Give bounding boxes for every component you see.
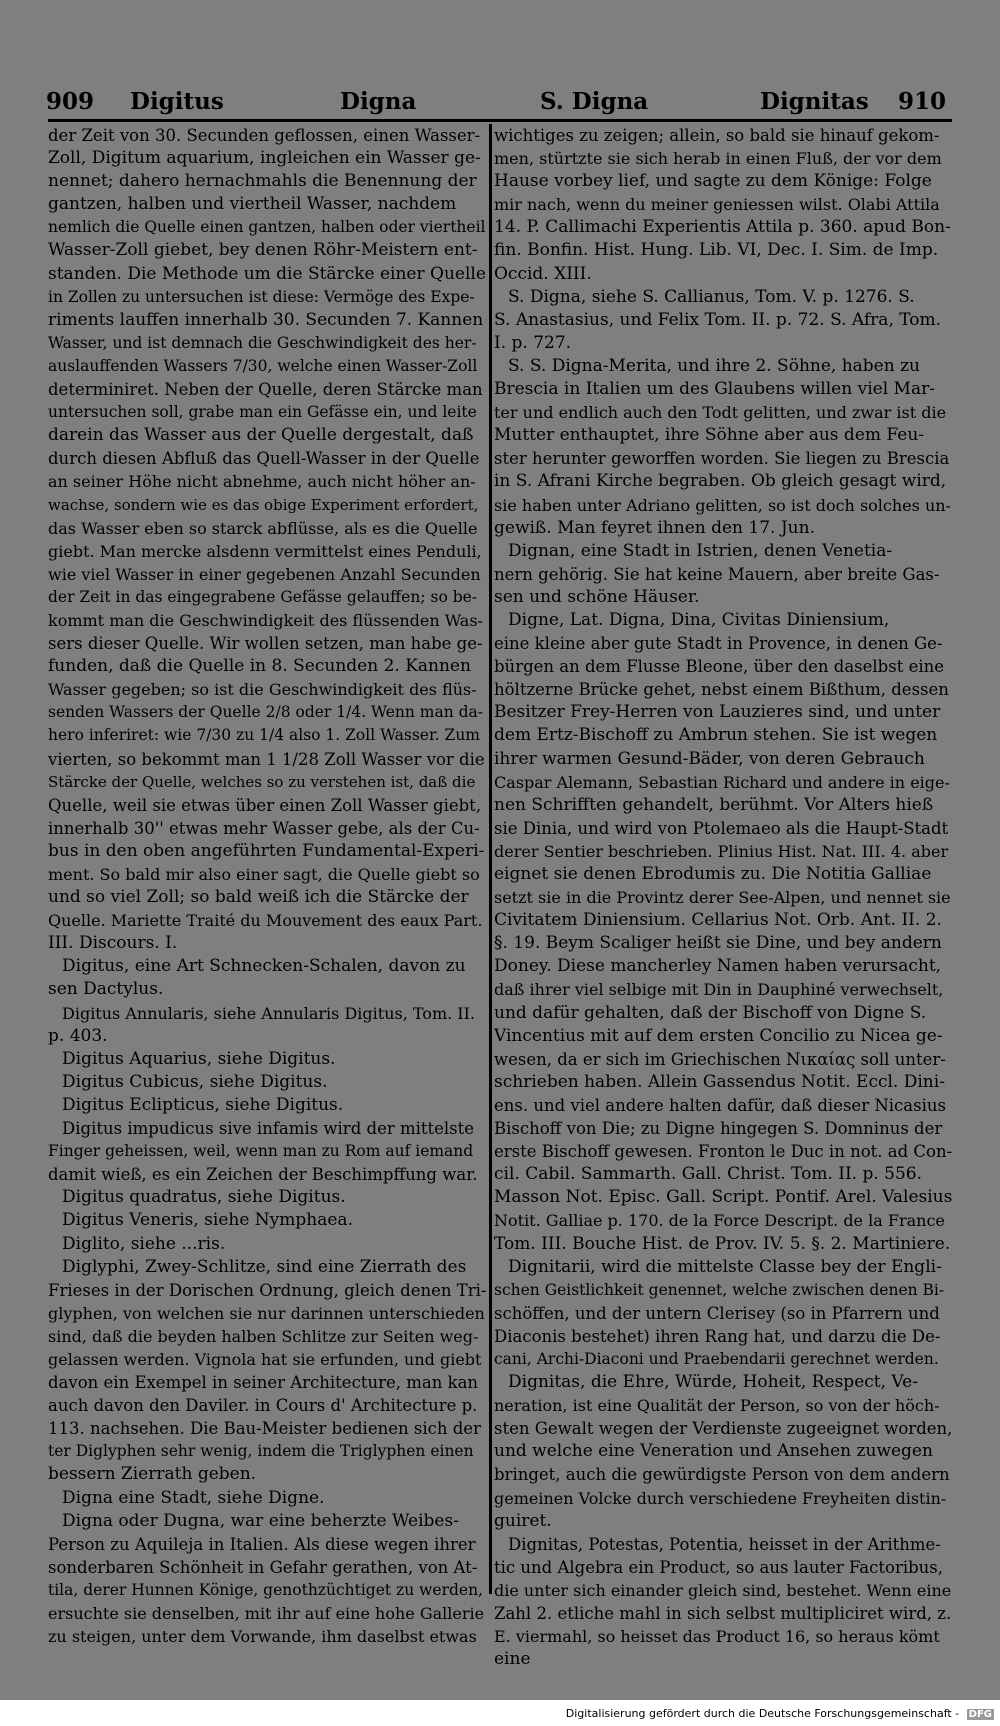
- text-line: sers dieser Quelle. Wir wollen setzen, man habe ge-: [48, 634, 483, 654]
- text-line: nen Schrifften gehandelt, berühmt. Vor Alters hieß: [494, 794, 934, 815]
- text-line: Hause vorbey lief, und sagte zu dem Könige: Folge: [494, 171, 932, 192]
- text-line: wesen, da er sich im Griechischen Νικαίας soll unter-: [494, 1049, 946, 1069]
- text-line: Diaconis bestehet) ihren Rang hat, und darzu die De-: [494, 1326, 941, 1346]
- text-line: sind, daß die beyden halben Schlitze zur Seiten weg-: [48, 1326, 479, 1346]
- text-line: S. Digna, siehe S. Callianus, Tom. V. p. 1276. S.: [508, 286, 915, 307]
- text-line: gelassen werden. Vignola hat sie erfunden, und giebt: [48, 1349, 482, 1369]
- text-line: riments lauffen innerhalb 30. Secunden 7. Kannen: [48, 309, 484, 330]
- text-line: men, stürtzte sie sich herab in einen Fluß, der vor dem: [494, 149, 942, 169]
- text-line: guiret.: [494, 1510, 552, 1531]
- text-line: Caspar Alemann, Sebastian Richard und andere in eige-: [494, 772, 950, 792]
- text-line: ersuchte sie denselben, mit ihr auf eine hohe Gallerie: [48, 1604, 485, 1623]
- text-line: Digitus Aquarius, siehe Digitus.: [62, 1048, 336, 1069]
- text-line: in S. Afrani Kirche begraben. Ob gleich gesagt wird,: [494, 471, 947, 492]
- text-line: derer Sentier beschrieben. Plinius Hist. Nat. III. 4. aber: [494, 841, 949, 861]
- text-line: Wasser, und ist demnach die Geschwindigkeit des her-: [48, 333, 477, 352]
- text-line: wachse, sondern wie es das obige Experiment erfordert,: [48, 495, 479, 514]
- text-line: bus in den oben angeführten Fundamental-Experi-: [48, 840, 485, 861]
- text-line: I. p. 727.: [494, 332, 572, 353]
- right-column: [494, 124, 952, 1671]
- text-line: und so viel Zoll; so bald weiß ich die Stärcke der: [48, 887, 469, 908]
- text-line: cani, Archi-Diaconi und Praebendarii gerechnet werden.: [494, 1349, 939, 1368]
- text-line: S. Anastasius, und Felix Tom. II. p. 72. S. Afra, Tom.: [494, 309, 942, 330]
- text-line: Frieses in der Dorischen Ordnung, gleich denen Tri-: [48, 1280, 486, 1300]
- text-line: Bischoff von Die; zu Digne hingegen S. Domninus der: [494, 1119, 943, 1139]
- text-line: wichtiges zu zeigen; allein, so bald sie hinauf gekom-: [494, 126, 940, 145]
- text-line: tic und Algebra ein Product, so aus lauter Factoribus,: [494, 1557, 944, 1577]
- text-line: bürgen an dem Flusse Bleone, über den daselbst eine: [494, 657, 945, 677]
- text-line: Dignan, eine Stadt in Istrien, denen Venetia-: [508, 540, 893, 561]
- text-line: Digitus quadratus, siehe Digitus.: [62, 1187, 346, 1208]
- text-line: ter Diglyphen sehr wenig, indem die Triglyphen einen: [48, 1442, 474, 1461]
- dfg-logo: DFG: [968, 1709, 992, 1720]
- text-line: ter und endlich auch den Todt gelitten, und zwar ist die: [494, 403, 947, 423]
- page-header: [40, 88, 958, 118]
- text-line: Occid. XIII.: [494, 263, 592, 284]
- text-line: in Zollen zu untersuchen ist diese: Vermöge des Expe-: [48, 287, 475, 306]
- text-line: Dignitarii, wird die mittelste Classe bey der Engli-: [508, 1256, 942, 1277]
- text-line: Person zu Aquileja in Italien. Als diese wegen ihrer: [48, 1534, 476, 1554]
- text-line: und welche eine Veneration und Ansehen zuwegen: [494, 1441, 933, 1462]
- text-line: Doney. Diese mancherley Namen haben verursacht,: [494, 956, 942, 977]
- text-line: Vincentius mit auf dem ersten Concilio zu Nicea ge-: [494, 1025, 943, 1046]
- text-line: Diglyphi, Zwey-Schlitze, sind eine Zierrath des: [62, 1256, 467, 1277]
- text-line: tila, derer Hunnen Könige, genothzüchtiget zu werden,: [48, 1580, 483, 1599]
- text-line: Dignitas, Potestas, Potentia, heisset in der Arithme-: [508, 1534, 941, 1554]
- text-line: funden, daß die Quelle in 8. Secunden 2. Kannen: [48, 656, 471, 677]
- text-line: Digitus Annularis, siehe Annularis Digitus, Tom. II.: [62, 1003, 476, 1023]
- text-line: das Wasser eben so starck abflüsse, als es die Quelle: [48, 518, 478, 538]
- text-line: Finger geheissen, weil, wenn man zu Rom auf iemand: [48, 1142, 474, 1161]
- text-line: Digna eine Stadt, siehe Digne.: [62, 1487, 325, 1508]
- text-line: die unter sich einander gleich sind, bestehet. Wenn eine: [494, 1580, 952, 1600]
- text-line: sen Dactylus.: [48, 979, 164, 1000]
- text-line: ens. und viel andere halten dafür, daß dieser Nicasius: [494, 1095, 946, 1115]
- header-rule: [48, 119, 952, 122]
- text-line: sie Dinia, und wird von Ptolemaeo als die Haupt-Stadt: [494, 818, 949, 838]
- text-line: Digitus impudicus sive infamis wird der mittelste: [62, 1119, 475, 1139]
- text-line: ihrer warmen Gesund-Bäder, von deren Gebrauch: [494, 748, 925, 769]
- text-line: Civitatem Diniensium. Cellarius Not. Orb. Ant. II. 2.: [494, 910, 942, 931]
- text-line: hero inferiret: wie 7/30 zu 1/4 also 1. Zoll Wasser. Zum: [48, 726, 480, 745]
- text-line: S. S. Digna-Merita, und ihre 2. Söhne, haben zu: [508, 355, 920, 376]
- text-line: nennet; dahero hernachmahls die Benennung der: [48, 171, 477, 192]
- footer: [566, 1707, 994, 1720]
- text-line: wie viel Wasser in einer gegebenen Anzahl Secunden: [48, 564, 481, 584]
- text-line: Dignitas, die Ehre, Würde, Hoheit, Respect, Ve-: [508, 1372, 918, 1393]
- text-line: fin. Bonfin. Hist. Hung. Lib. VI, Dec. I. Sim. de Imp.: [494, 240, 939, 261]
- text-line: innerhalb 30'' etwas mehr Wasser gebe, als der Cu-: [48, 818, 480, 838]
- text-line: erste Bischoff gewesen. Fronton le Duc in not. ad Con-: [494, 1142, 952, 1162]
- text-line: Digitus Veneris, siehe Nymphaea.: [62, 1210, 353, 1231]
- text-line: §. 19. Beym Scaliger heißt sie Dine, und bey andern: [494, 933, 942, 954]
- text-line: nern gehörig. Sie hat keine Mauern, aber breite Gas-: [494, 564, 940, 584]
- text-line: davon ein Exempel in seiner Architecture, man kan: [48, 1373, 479, 1393]
- text-line: ster herunter geworffen worden. Sie liegen zu Brescia: [494, 449, 950, 469]
- right-page-number: 910: [898, 88, 947, 115]
- text-line: sonderbaren Schönheit in Gefahr gerathen, von At-: [48, 1557, 478, 1577]
- text-line: Zoll, Digitum aquarium, ingleichen ein Wasser ge-: [48, 148, 481, 169]
- text-line: daß ihrer viel selbige mit Din in Dauphiné verwechselt,: [494, 980, 944, 1000]
- text-line: senden Wassers der Quelle 2/8 oder 1/4. Wenn man da-: [48, 703, 484, 722]
- text-line: gantzen, halben und viertheil Wasser, nachdem: [48, 194, 457, 215]
- text-line: Wasser-Zoll giebet, bey denen Röhr-Meistern ent-: [48, 240, 478, 261]
- right-catchword-dignitas: Dignitas: [760, 88, 869, 115]
- text-line: ment. So bald mir also einer sagt, die Quelle giebt so: [48, 865, 480, 884]
- text-line: mir nach, wenn du meiner geniessen wilst. Olabi Attila: [494, 195, 940, 215]
- text-line: E. viermahl, so heisset das Product 16, so heraus kömt: [494, 1627, 940, 1647]
- text-line: bessern Zierrath geben.: [48, 1464, 257, 1485]
- text-line: nemlich die Quelle einen gantzen, halben oder viertheil: [48, 218, 486, 237]
- text-line: schen Geistlichkeit genennet, welche zwischen denen Bi-: [494, 1280, 945, 1299]
- text-line: dem Ertz-Bischoff zu Ambrun stehen. Sie ist wegen: [494, 725, 938, 746]
- text-line: Notit. Galliae p. 170. de la Force Descript. de la France: [494, 1211, 945, 1231]
- right-catchword-s-digna: S. Digna: [540, 88, 649, 115]
- text-line: Tom. III. Bouche Hist. de Prov. IV. 5. §. 2. Martiniere.: [494, 1233, 951, 1254]
- text-line: zu steigen, unter dem Vorwande, ihm daselbst etwas: [48, 1627, 477, 1647]
- text-line: höltzerne Brücke gehet, nebst einem Bißthum, dessen: [494, 680, 949, 700]
- left-catchword-digna: Digna: [340, 88, 417, 115]
- text-line: Wasser gegeben; so ist die Geschwindigkeit des flüs-: [48, 680, 477, 700]
- column-divider: [489, 124, 492, 1594]
- text-line: auslauffenden Wassers 7/30, welche einen Wasser-Zoll: [48, 356, 478, 375]
- text-line: p. 403.: [48, 1025, 108, 1046]
- text-line: damit wieß, es ein Zeichen der Beschimpffung war.: [48, 1165, 478, 1185]
- footer-text: Digitalisierung gefördert durch die Deutsche Forschungsgemeinschaft -: [565, 1707, 960, 1720]
- text-line: Quelle. Mariette Traité du Mouvement des eaux Part.: [48, 911, 483, 931]
- text-line: Digne, Lat. Digna, Dina, Civitas Diniensium,: [508, 609, 890, 630]
- text-line: untersuchen soll, grabe man ein Gefässe ein, und leite: [48, 403, 477, 422]
- text-line: darein das Wasser aus der Quelle dergestalt, daß: [48, 425, 474, 446]
- text-line: Digitus Cubicus, siehe Digitus.: [62, 1071, 328, 1092]
- text-line: Digitus Eclipticus, siehe Digitus.: [62, 1094, 344, 1115]
- text-line: schrieben haben. Allein Gassendus Notit. Eccl. Dini-: [494, 1071, 945, 1092]
- text-line: sten Gewalt wegen der Verdienste zugeeignet worden,: [494, 1419, 952, 1439]
- text-line: sie haben unter Adriano gelitten, so ist doch solches un-: [494, 495, 951, 515]
- text-line: glyphen, von welchen sie nur darinnen unterschieden: [48, 1303, 485, 1323]
- text-line: eignet sie denen Ebrodumis zu. Die Notitia Galliae: [494, 864, 932, 884]
- text-line: standen. Die Methode um die Stärcke einer Quelle: [48, 263, 486, 284]
- text-line: Digna oder Dugna, war eine beherzte Weibes-: [62, 1510, 459, 1531]
- text-line: der Zeit von 30. Secunden geflossen, einen Wasser-: [48, 126, 481, 145]
- text-line: Masson Not. Episc. Gall. Script. Pontif. Arel. Valesius: [494, 1187, 952, 1208]
- text-line: der Zeit in das eingegrabene Gefässe gelauffen; so be-: [48, 587, 478, 606]
- text-line: auch davon den Daviler. in Cours d' Architecture p.: [48, 1396, 478, 1416]
- text-line: 14. P. Callimachi Experientis Attila p. 360. apud Bon-: [494, 217, 951, 238]
- left-page-number: 909: [46, 88, 95, 115]
- text-line: sen und schöne Häuser.: [494, 586, 700, 607]
- text-line: vierten, so bekommt man 1 1/28 Zoll Wasser vor die: [48, 749, 485, 769]
- text-line: durch diesen Abfluß das Quell-Wasser in der Quelle: [48, 449, 480, 469]
- text-line: Mutter enthauptet, ihre Söhne aber aus dem Feu-: [494, 425, 925, 446]
- text-line: giebt. Man mercke alsdenn vermittelst eines Penduli,: [48, 541, 482, 561]
- text-line: Digitus, eine Art Schnecken-Schalen, davon zu: [62, 956, 466, 977]
- left-catchword-digitus: Digitus: [130, 88, 224, 115]
- left-column: [48, 124, 486, 1648]
- text-line: setzt sie in die Provintz derer See-Alpen, und nennet sie: [494, 888, 951, 908]
- text-line: 113. nachsehen. Die Bau-Meister bedienen sich der: [48, 1419, 481, 1439]
- text-line: determiniret. Neben der Quelle, deren Stärcke man: [48, 380, 483, 400]
- text-line: Diglito, siehe ...ris.: [62, 1233, 226, 1254]
- text-line: schöffen, und der untern Clerisey (so in Pfarrern und: [494, 1303, 940, 1323]
- text-line: Stärcke der Quelle, welches so zu verstehen ist, daß die: [48, 772, 476, 791]
- text-line: gemeinen Volcke durch verschiedene Freyheiten distin-: [494, 1488, 947, 1508]
- text-line: cil. Cabil. Sammarth. Gall. Christ. Tom. II. p. 556.: [494, 1164, 923, 1185]
- text-line: III. Discours. I.: [48, 933, 178, 954]
- text-line: an seiner Höhe nicht abnehme, auch nicht höher an-: [48, 472, 476, 492]
- text-line: Zahl 2. etliche mahl in sich selbst multipliciret wird, z.: [494, 1604, 952, 1623]
- text-line: Besitzer Frey-Herren von Lauzieres sind, und unter: [494, 702, 941, 723]
- text-line: und dafür gehalten, daß der Bischoff von Digne S.: [494, 1002, 927, 1023]
- text-line: neration, ist eine Qualität der Person, so von der höch-: [494, 1396, 940, 1416]
- text-line: bringet, auch die gewürdigste Person von dem andern: [494, 1465, 950, 1485]
- text-line: kommt man die Geschwindigkeit des flüssenden Was-: [48, 610, 483, 630]
- text-line: eine kleine aber gute Stadt in Provence, in denen Ge-: [494, 634, 943, 654]
- text-line: Quelle, weil sie etwas über einen Zoll Wasser giebt,: [48, 795, 482, 815]
- text-line: Brescia in Italien um des Glaubens willen viel Mar-: [494, 379, 935, 400]
- text-line: eine: [494, 1649, 531, 1670]
- text-line: gewiß. Man feyret ihnen den 17. Jun.: [494, 517, 815, 538]
